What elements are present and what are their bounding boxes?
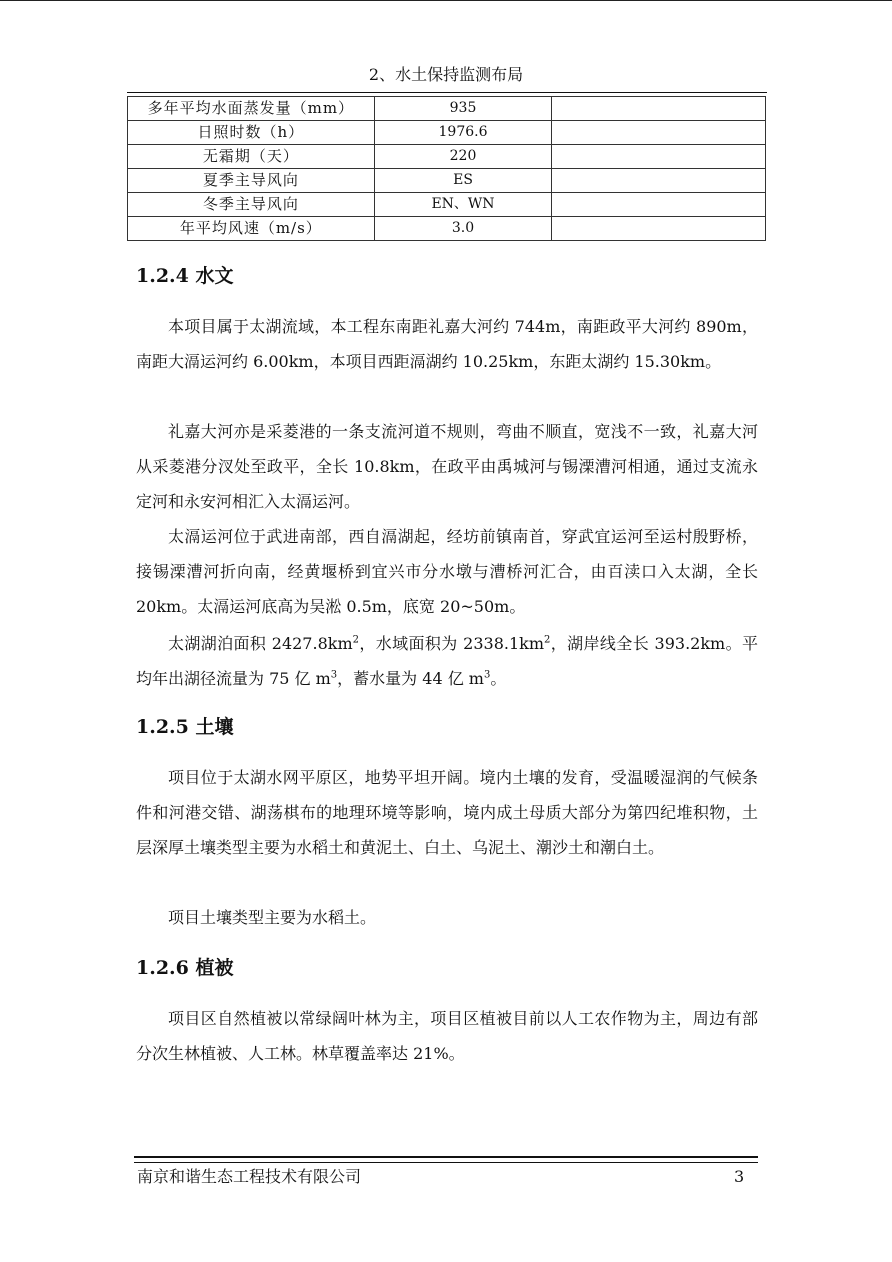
table-cell: 年平均风速（m/s） (128, 217, 375, 241)
table-cell (552, 169, 766, 193)
paragraph: 礼嘉大河亦是采菱港的一条支流河道不规则，弯曲不顺直，宽浅不一致，礼嘉大河从采菱港分汊处至政平，全长 10.8km，在政平由禹城河与锡溧漕河相通，通过支流永定河和永安河相汇入太滆运河。 (136, 422, 758, 511)
footer-rule (134, 1156, 758, 1158)
table-row (128, 121, 766, 145)
table-cell: 日照时数（h） (128, 121, 375, 145)
page-number: 3 (734, 1167, 745, 1186)
section-heading-soil: 1.2.5 土壤 (136, 716, 234, 738)
text-span: ，水域面积为 2338.1km (359, 634, 545, 653)
table-cell: 冬季主导风向 (128, 193, 375, 217)
text-span: ，蓄水量为 44 亿 m (337, 669, 484, 688)
superscript: 3 (483, 669, 491, 681)
table-cell (552, 121, 766, 145)
paragraph: 太滆运河位于武进南部，西自滆湖起，经坊前镇南首，穿武宜运河至运村殷野桥，接锡溧漕河折向南，经黄堰桥到宜兴市分水墩与漕桥河汇合，由百渎口入太湖，全长 20km。太滆运河底高为吴淞 0.5m，底宽 20~50m。 (136, 527, 758, 616)
table-cell: ES (374, 169, 552, 193)
superscript: 2 (544, 634, 551, 646)
table-cell: 3.0 (374, 217, 552, 241)
paragraph: 项目区自然植被以常绿阔叶林为主，项目区植被目前以人工农作物为主，周边有部分次生林植被、人工林。林草覆盖率达 21%。 (136, 1009, 758, 1063)
table-cell: 1976.6 (374, 121, 552, 145)
section-heading-hydrology: 1.2.4 水文 (136, 265, 234, 287)
table-cell: 多年平均水面蒸发量（mm） (128, 97, 375, 121)
table-cell (552, 97, 766, 121)
table-row (128, 193, 766, 217)
table-row (128, 97, 766, 121)
paragraph: 项目土壤类型主要为水稻土。 (168, 908, 377, 927)
superscript: 2 (352, 634, 359, 646)
section-heading-vegetation: 1.2.6 植被 (136, 957, 234, 979)
table-cell: 夏季主导风向 (128, 169, 375, 193)
climate-table (127, 96, 766, 241)
paragraph: 本项目属于太湖流域，本工程东南距礼嘉大河约 744m，南距政平大河约 890m，南距大滆运河约 6.00km，本项目西距滆湖约 10.25km，东距太湖约 15.30km。 (136, 317, 758, 371)
header-rule (127, 92, 767, 93)
top-border-line (0, 0, 892, 1)
table-cell (552, 145, 766, 169)
table-cell: 220 (374, 145, 552, 169)
table-row (128, 169, 766, 193)
table-cell: 935 (374, 97, 552, 121)
table-cell (552, 217, 766, 241)
text-span: ，湖岸线全长 393.2km。平均年出湖径流量为 75 亿 m (136, 634, 758, 688)
superscript: 3 (330, 669, 338, 681)
page-header-title: 2、水土保持监测布局 (368, 65, 524, 84)
table-cell: EN、WN (374, 193, 552, 217)
table-cell (552, 193, 766, 217)
paragraph (136, 626, 758, 696)
table-cell: 无霜期（天） (128, 145, 375, 169)
table-row (128, 217, 766, 241)
text-span: 太湖湖泊面积 2427.8km (168, 634, 353, 653)
footer-rule (134, 1162, 758, 1163)
table-row (128, 145, 766, 169)
footer-company: 南京和谐生态工程技术有限公司 (137, 1167, 362, 1186)
text-span: 。 (490, 669, 507, 688)
paragraph: 项目位于太湖水网平原区，地势平坦开阔。境内土壤的发育，受温暖湿润的气候条件和河港交错、湖荡棋布的地理环境等影响，境内成土母质大部分为第四纪堆积物，土层深厚土壤类型主要为水稻土和黄泥土、白土、乌泥土、潮沙土和潮白土。 (136, 768, 758, 857)
